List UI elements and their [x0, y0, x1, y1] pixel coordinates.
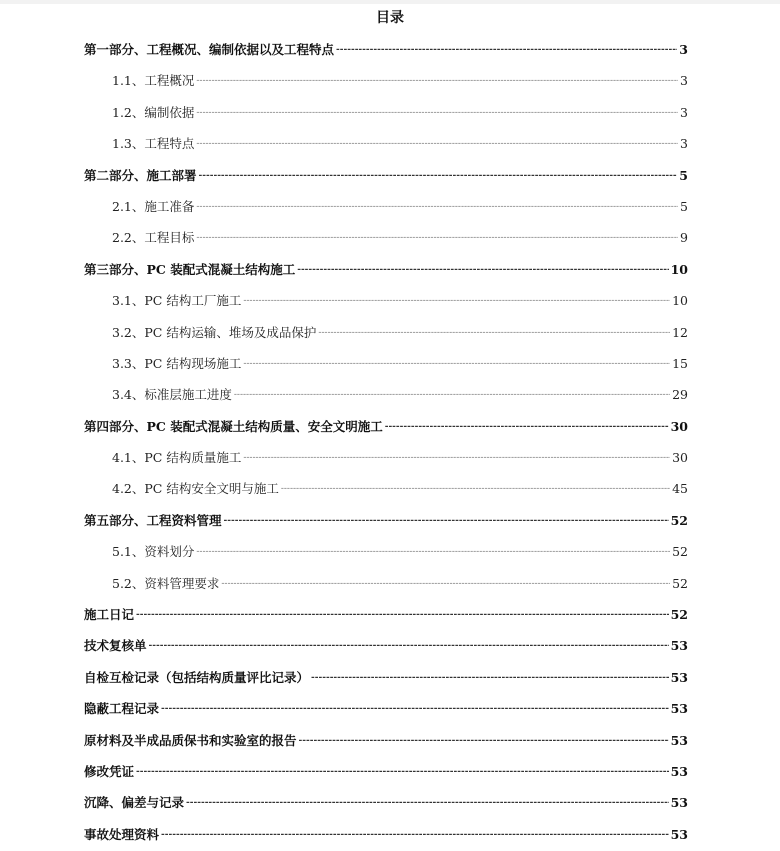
table-of-contents: [84, 34, 688, 850]
toc-dot-leader: [299, 726, 669, 757]
toc-entry-label: 原材料及半成品质保书和实验室的报告: [84, 732, 297, 748]
toc-page-number: 53: [670, 826, 688, 842]
toc-dot-leader: [243, 349, 670, 380]
toc-dot-leader: [196, 129, 678, 160]
toc-page-number: 3: [680, 136, 688, 152]
toc-subsection-entry[interactable]: [84, 379, 688, 410]
toc-entry-label: 2.1、施工准备: [112, 198, 195, 214]
toc-page-number: 53: [670, 669, 688, 685]
toc-page-number: 3: [679, 42, 688, 57]
toc-entry-label: 隐蔽工程记录: [84, 701, 160, 717]
toc-entry-label: 1.3、工程特点: [112, 136, 195, 152]
toc-entry-label: 第五部分、工程资料管理: [84, 512, 222, 528]
toc-subsection-entry[interactable]: [84, 285, 688, 316]
toc-section-entry[interactable]: [84, 411, 688, 442]
toc-dot-leader: [221, 569, 670, 600]
toc-page-number: 30: [670, 418, 688, 434]
toc-page-number: 3: [680, 73, 688, 89]
toc-page-number: 45: [672, 481, 688, 497]
toc-page-number: 53: [670, 795, 688, 811]
toc-dot-leader: [196, 223, 678, 254]
toc-dot-leader: [196, 66, 678, 97]
toc-subsection-entry[interactable]: [84, 191, 688, 222]
toc-entry-label: 第三部分、PC 装配式混凝土结构施工: [84, 261, 296, 277]
toc-entry-label: 4.2、PC 结构安全文明与施工: [112, 481, 279, 497]
toc-entry-label: 5.2、资料管理要求: [112, 575, 220, 591]
toc-dot-leader: [196, 98, 678, 129]
toc-dot-leader: [318, 318, 670, 349]
toc-page-number: 30: [672, 450, 688, 466]
toc-subsection-entry[interactable]: [84, 536, 688, 567]
toc-subsection-entry[interactable]: [84, 473, 688, 504]
toc-section-entry[interactable]: [84, 160, 688, 191]
toc-dot-leader: [297, 255, 668, 286]
toc-subsection-entry[interactable]: [84, 348, 688, 379]
toc-page-number: 12: [672, 324, 688, 340]
toc-dot-leader: [234, 380, 670, 411]
toc-page-number: 3: [680, 104, 688, 120]
toc-entry-label: 2.2、工程目标: [112, 230, 195, 246]
toc-dot-leader: [385, 412, 669, 443]
toc-dot-leader: [243, 286, 670, 317]
toc-section-entry[interactable]: [84, 34, 688, 65]
toc-entry-label: 施工日记: [84, 607, 135, 623]
top-divider: [0, 0, 780, 4]
toc-page-number: 29: [672, 387, 688, 403]
toc-subsection-entry[interactable]: [84, 97, 688, 128]
toc-section-entry[interactable]: [84, 787, 688, 818]
toc-section-entry[interactable]: [84, 693, 688, 724]
toc-entry-label: 3.2、PC 结构运输、堆场及成品保护: [112, 324, 317, 340]
toc-dot-leader: [161, 820, 669, 851]
toc-dot-leader: [161, 694, 669, 725]
toc-dot-leader: [186, 788, 669, 819]
toc-subsection-entry[interactable]: [84, 222, 688, 253]
toc-page-number: 10: [672, 293, 688, 309]
toc-page-number: 53: [670, 763, 688, 779]
toc-section-entry[interactable]: [84, 599, 688, 630]
toc-page-number: 5: [680, 198, 688, 214]
toc-subsection-entry[interactable]: [84, 65, 688, 96]
toc-entry-label: 3.1、PC 结构工厂施工: [112, 293, 242, 309]
toc-entry-label: 第四部分、PC 装配式混凝土结构质量、安全文明施工: [84, 418, 383, 434]
toc-section-entry[interactable]: [84, 630, 688, 661]
toc-entry-label: 3.3、PC 结构现场施工: [112, 355, 242, 371]
toc-subsection-entry[interactable]: [84, 317, 688, 348]
toc-entry-label: 1.1、工程概况: [112, 73, 195, 89]
toc-page-number: 53: [670, 732, 688, 748]
toc-dot-leader: [149, 631, 669, 662]
toc-entry-label: 事故处理资料: [84, 826, 160, 842]
toc-section-entry[interactable]: [84, 756, 688, 787]
toc-page-number: 52: [672, 544, 688, 560]
toc-section-entry[interactable]: [84, 254, 688, 285]
toc-page-number: 10: [670, 261, 688, 277]
toc-dot-leader: [196, 192, 678, 223]
toc-entry-label: 修改凭证: [84, 763, 135, 779]
toc-subsection-entry[interactable]: [84, 442, 688, 473]
toc-page-number: 15: [672, 355, 688, 371]
toc-page-number: 52: [672, 575, 688, 591]
toc-page-number: 52: [670, 512, 688, 528]
toc-dot-leader: [136, 757, 669, 788]
toc-dot-leader: [199, 161, 678, 192]
toc-page-number: 52: [670, 607, 688, 623]
toc-entry-label: 沉降、偏差与记录: [84, 795, 185, 811]
toc-section-entry[interactable]: [84, 505, 688, 536]
toc-dot-leader: [336, 35, 677, 66]
toc-page-number: 5: [679, 167, 688, 183]
toc-entry-label: 3.4、标准层施工进度: [112, 387, 232, 403]
toc-title: 目录: [376, 10, 404, 26]
toc-section-entry[interactable]: [84, 662, 688, 693]
toc-section-entry[interactable]: [84, 819, 688, 850]
toc-dot-leader: [311, 663, 669, 694]
toc-dot-leader: [243, 443, 670, 474]
toc-entry-label: 4.1、PC 结构质量施工: [112, 450, 242, 466]
toc-page-number: 53: [670, 638, 688, 654]
toc-dot-leader: [196, 537, 670, 568]
toc-entry-label: 技术复核单: [84, 638, 147, 654]
toc-section-entry[interactable]: [84, 725, 688, 756]
toc-entry-label: 5.1、资料划分: [112, 544, 195, 560]
toc-entry-label: 自检互检记录（包括结构质量评比记录）: [84, 669, 310, 685]
toc-dot-leader: [224, 506, 669, 537]
toc-entry-label: 第一部分、工程概况、编制依据以及工程特点: [84, 42, 335, 57]
toc-dot-leader: [281, 474, 670, 505]
toc-entry-label: 1.2、编制依据: [112, 104, 195, 120]
toc-page-number: 9: [680, 230, 688, 246]
toc-subsection-entry[interactable]: [84, 568, 688, 599]
toc-subsection-entry[interactable]: [84, 128, 688, 159]
toc-entry-label: 第二部分、施工部署: [84, 167, 197, 183]
toc-dot-leader: [136, 600, 669, 631]
toc-page-number: 53: [670, 701, 688, 717]
